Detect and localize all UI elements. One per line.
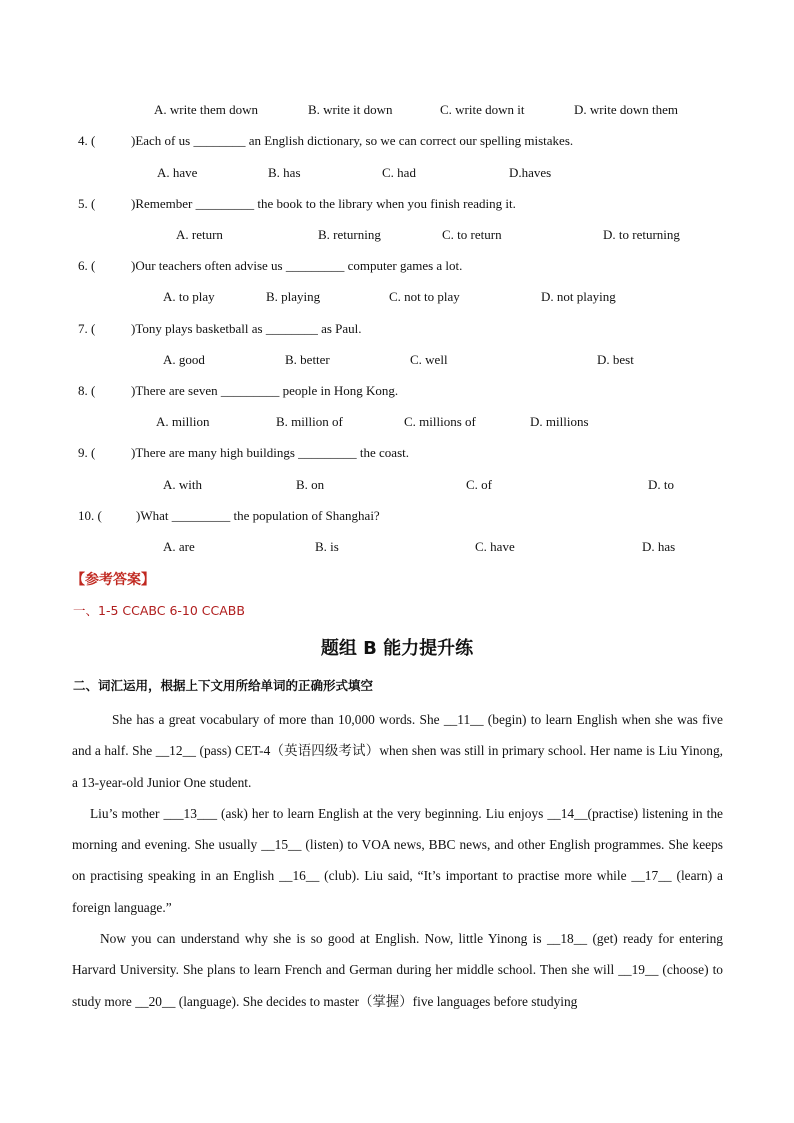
q4-stem: )Each of us ________ an English dictionary, so we can correct our spelling mistakes. — [131, 133, 574, 148]
cloze-passage — [72, 704, 723, 1017]
q5-stem: )Remember _________ the book to the library when you finish reading it. — [131, 196, 516, 211]
q10-number: 10. ( — [78, 508, 102, 523]
answer-heading: 【参考答案】 — [71, 572, 155, 588]
q6-stem: )Our teachers often advise us _________ computer games a lot. — [131, 258, 463, 273]
q7-option-a: A. good — [163, 352, 205, 367]
section-two-heading: 二、词汇运用，根据上下文用所给单词的正确形式填空 — [73, 678, 374, 693]
q4-option-b: B. has — [268, 165, 301, 180]
q3-option-a: A. write them down — [154, 102, 258, 117]
q8-option-a: A. million — [156, 414, 210, 429]
passage-paragraph-2: Liu’s mother ___13___ (ask) her to learn English at the very beginning. Liu enjoys __14__(practise) listening in the morning and evening. She usually __15__ (listen) to VOA news, BBC news, and other English programmes. She keeps on practising speaking in an English __16__ (club). Liu said, “It’s important to practise more while __17__ (learn) a foreign language.” — [72, 805, 723, 915]
q8-option-c: C. millions of — [404, 414, 476, 429]
q9-number: 9. ( — [78, 445, 96, 460]
q5-option-b: B. returning — [318, 227, 381, 242]
q7-stem: )Tony plays basketball as ________ as Paul. — [131, 321, 362, 336]
q6-option-b: B. playing — [266, 289, 321, 304]
passage-paragraph-1: She has a great vocabulary of more than 10,000 words. She __11__ (begin) to learn English when she was five and a half. She __12__ (pass) CET-4（英语四级考试）when shen was still in primary school. Her name is Liu Yinong, a 13-year-old Junior One student. — [72, 712, 723, 790]
q7-option-b: B. better — [285, 352, 330, 367]
passage-paragraph-3: Now you can understand why she is so good at English. Now, little Yinong is __18__ (get) ready for entering Harvard University. She plans to learn French and German during her middle school. Then she will __19__ (choose) to study more __20__ (language). She decides to master（掌握）five languages before studying — [72, 931, 723, 1009]
q6-option-a: A. to play — [163, 289, 215, 304]
q10-option-d: D. has — [642, 539, 676, 554]
group-b-title: 题组 B 能力提升练 — [320, 638, 474, 659]
q9-stem: )There are many high buildings _________ the coast. — [131, 445, 409, 460]
q10-option-b: B. is — [315, 539, 339, 554]
q8-option-d: D. millions — [530, 414, 589, 429]
q6-option-c: C. not to play — [389, 289, 460, 304]
q9-option-d: D. to — [648, 477, 674, 492]
q4-option-d: D.haves — [509, 165, 552, 180]
q3-option-d: D. write down them — [574, 102, 678, 117]
q7-number: 7. ( — [78, 321, 96, 336]
q8-option-b: B. million of — [276, 414, 343, 429]
q9-option-c: C. of — [466, 477, 492, 492]
q4-option-c: C. had — [382, 165, 416, 180]
q10-stem: )What _________ the population of Shanghai? — [136, 508, 380, 523]
q9-option-a: A. with — [163, 477, 202, 492]
q7-option-c: C. well — [410, 352, 448, 367]
q3-option-b: B. write it down — [308, 102, 393, 117]
q5-number: 5. ( — [78, 196, 96, 211]
q10-option-a: A. are — [163, 539, 195, 554]
q5-option-c: C. to return — [442, 227, 502, 242]
q9-option-b: B. on — [296, 477, 325, 492]
q8-number: 8. ( — [78, 383, 96, 398]
q5-option-a: A. return — [176, 227, 223, 242]
q7-option-d: D. best — [597, 352, 634, 367]
q10-option-c: C. have — [475, 539, 515, 554]
q6-option-d: D. not playing — [541, 289, 616, 304]
answer-key: 一、1-5 CCABC 6-10 CCABB — [73, 603, 245, 618]
q8-stem: )There are seven _________ people in Hong Kong. — [131, 383, 399, 398]
q4-number: 4. ( — [78, 133, 96, 148]
q6-number: 6. ( — [78, 258, 96, 273]
q3-option-c: C. write down it — [440, 102, 525, 117]
q5-option-d: D. to returning — [603, 227, 680, 242]
q4-option-a: A. have — [157, 165, 198, 180]
